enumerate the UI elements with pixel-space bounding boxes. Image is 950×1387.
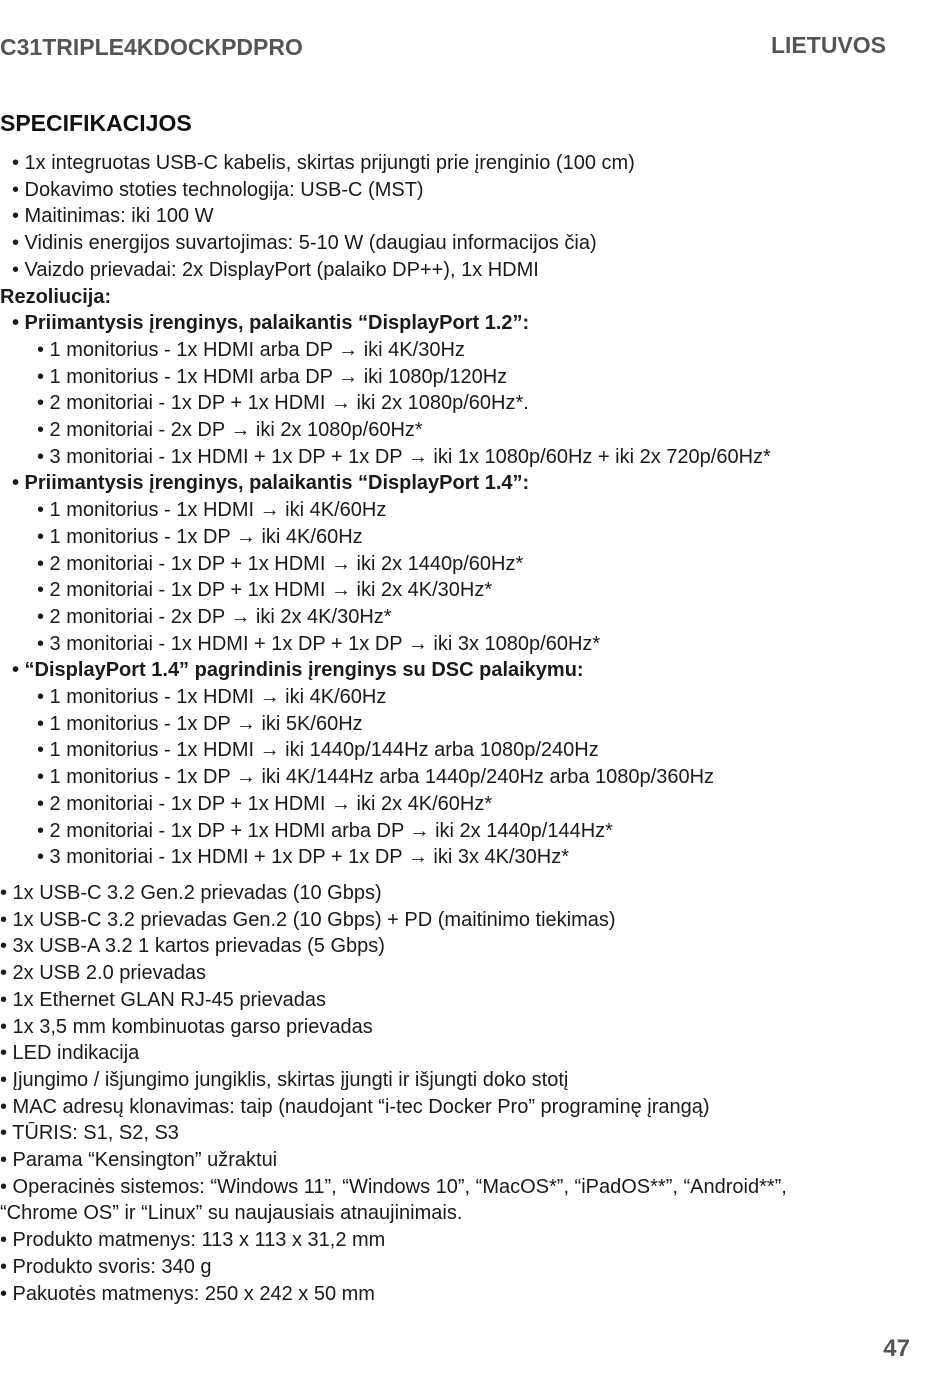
spec-heading: Rezoliucija: bbox=[0, 285, 112, 308]
port-item: • Parama “Kensington” užraktui bbox=[0, 1149, 278, 1172]
page-number: 47 bbox=[883, 1335, 910, 1362]
spec-item: • 3 monitoriai - 1x HDMI + 1x DP + 1x DP → iki 3x 1080p/60Hz* bbox=[37, 632, 601, 655]
spec-item: • 3 monitoriai - 1x HDMI + 1x DP + 1x DP → iki 1x 1080p/60Hz + iki 2x 720p/60Hz* bbox=[37, 445, 771, 468]
port-item: • MAC adresų klonavimas: taip (naudojant “i-tec Docker Pro” programinę įrangą) bbox=[0, 1095, 710, 1118]
spec-item: • 2 monitoriai - 1x DP + 1x HDMI arba DP → iki 2x 1440p/144Hz* bbox=[37, 819, 613, 842]
spec-item: • 2 monitoriai - 1x DP + 1x HDMI → iki 2x 1080p/60Hz*. bbox=[37, 392, 529, 415]
spec-item: • 2 monitoriai - 1x DP + 1x HDMI → iki 2x 4K/30Hz* bbox=[37, 579, 493, 602]
spec-item: • 1 monitorius - 1x DP → iki 5K/60Hz bbox=[37, 712, 363, 735]
spec-heading: • “DisplayPort 1.4” pagrindinis įrenginys su DSC palaikymu: bbox=[12, 659, 584, 682]
spec-item: • 2 monitoriai - 2x DP → iki 2x 1080p/60Hz* bbox=[37, 419, 423, 442]
section-gap bbox=[0, 871, 940, 880]
spec-item: • 2 monitoriai - 1x DP + 1x HDMI → iki 2x 1440p/60Hz* bbox=[37, 552, 524, 575]
port-item: • 1x USB-C 3.2 Gen.2 prievadas (10 Gbps) bbox=[0, 881, 382, 904]
port-list bbox=[0, 880, 940, 1307]
spec-item: • Dokavimo stoties technologija: USB-C (MST) bbox=[12, 178, 424, 201]
port-item: • 1x Ethernet GLAN RJ-45 prievadas bbox=[0, 988, 327, 1011]
spec-item: • 1 monitorius - 1x HDMI arba DP → iki 4K/30Hz bbox=[37, 338, 465, 361]
spec-heading: • Priimantysis įrenginys, palaikantis “DisplayPort 1.4”: bbox=[12, 472, 530, 495]
section-title: SPECIFIKACIJOS bbox=[0, 110, 192, 136]
spec-heading: • Priimantysis įrenginys, palaikantis “DisplayPort 1.2”: bbox=[12, 312, 530, 335]
spec-item: • 1 monitorius - 1x HDMI → iki 4K/60Hz bbox=[37, 686, 387, 709]
spec-item: • Vidinis energijos suvartojimas: 5-10 W (daugiau informacijos čia) bbox=[12, 232, 597, 255]
language-header: LIETUVOS bbox=[770, 32, 886, 58]
spec-content bbox=[0, 150, 940, 1307]
spec-item: • 1 monitorius - 1x HDMI → iki 1440p/144Hz arba 1080p/240Hz bbox=[37, 739, 599, 762]
port-item: • 2x USB 2.0 prievadas bbox=[0, 962, 206, 985]
spec-list bbox=[0, 150, 940, 871]
port-item: • Operacinės sistemos: “Windows 11”, “Windows 10”, “MacOS*”, “iPadOS**”, “Android**”, bbox=[0, 1175, 787, 1198]
port-item: • Produkto svoris: 340 g bbox=[0, 1255, 212, 1278]
spec-item: • 3 monitoriai - 1x HDMI + 1x DP + 1x DP → iki 3x 4K/30Hz* bbox=[37, 846, 570, 869]
spec-item: • 2 monitoriai - 2x DP → iki 2x 4K/30Hz* bbox=[37, 605, 392, 628]
spec-item: • 1 monitorius - 1x HDMI → iki 4K/60Hz bbox=[37, 499, 387, 522]
port-item: • 1x USB-C 3.2 prievadas Gen.2 (10 Gbps) + PD (maitinimo tiekimas) bbox=[0, 908, 616, 931]
port-item: • TŪRIS: S1, S2, S3 bbox=[0, 1122, 179, 1145]
port-item: “Chrome OS” ir “Linux” su naujausiais atnaujinimais. bbox=[0, 1202, 463, 1225]
spec-item: • 1 monitorius - 1x DP → iki 4K/60Hz bbox=[37, 525, 363, 548]
spec-item: • Maitinimas: iki 100 W bbox=[12, 205, 214, 228]
document-model-header: C31TRIPLE4KDOCKPDPRO bbox=[0, 34, 303, 60]
port-item: • Pakuotės matmenys: 250 x 242 x 50 mm bbox=[0, 1282, 375, 1305]
spec-item: • 2 monitoriai - 1x DP + 1x HDMI → iki 2x 4K/60Hz* bbox=[37, 792, 493, 815]
spec-item: • 1x integruotas USB-C kabelis, skirtas prijungti prie įrenginio (100 cm) bbox=[12, 152, 635, 174]
port-item: • LED indikacija bbox=[0, 1042, 140, 1065]
spec-item: • Vaizdo prievadai: 2x DisplayPort (palaiko DP++), 1x HDMI bbox=[12, 258, 539, 281]
port-item: • 1x 3,5 mm kombinuotas garso prievadas bbox=[0, 1015, 373, 1038]
spec-item: • 1 monitorius - 1x HDMI arba DP → iki 1080p/120Hz bbox=[37, 365, 508, 388]
port-item: • Produkto matmenys: 113 x 113 x 31,2 mm bbox=[0, 1229, 386, 1252]
port-item: • Įjungimo / išjungimo jungiklis, skirtas įjungti ir išjungti doko stotį bbox=[0, 1068, 569, 1091]
spec-item: • 1 monitorius - 1x DP → iki 4K/144Hz arba 1440p/240Hz arba 1080p/360Hz bbox=[37, 766, 715, 789]
port-item: • 3x USB-A 3.2 1 kartos prievadas (5 Gbps) bbox=[0, 935, 385, 958]
